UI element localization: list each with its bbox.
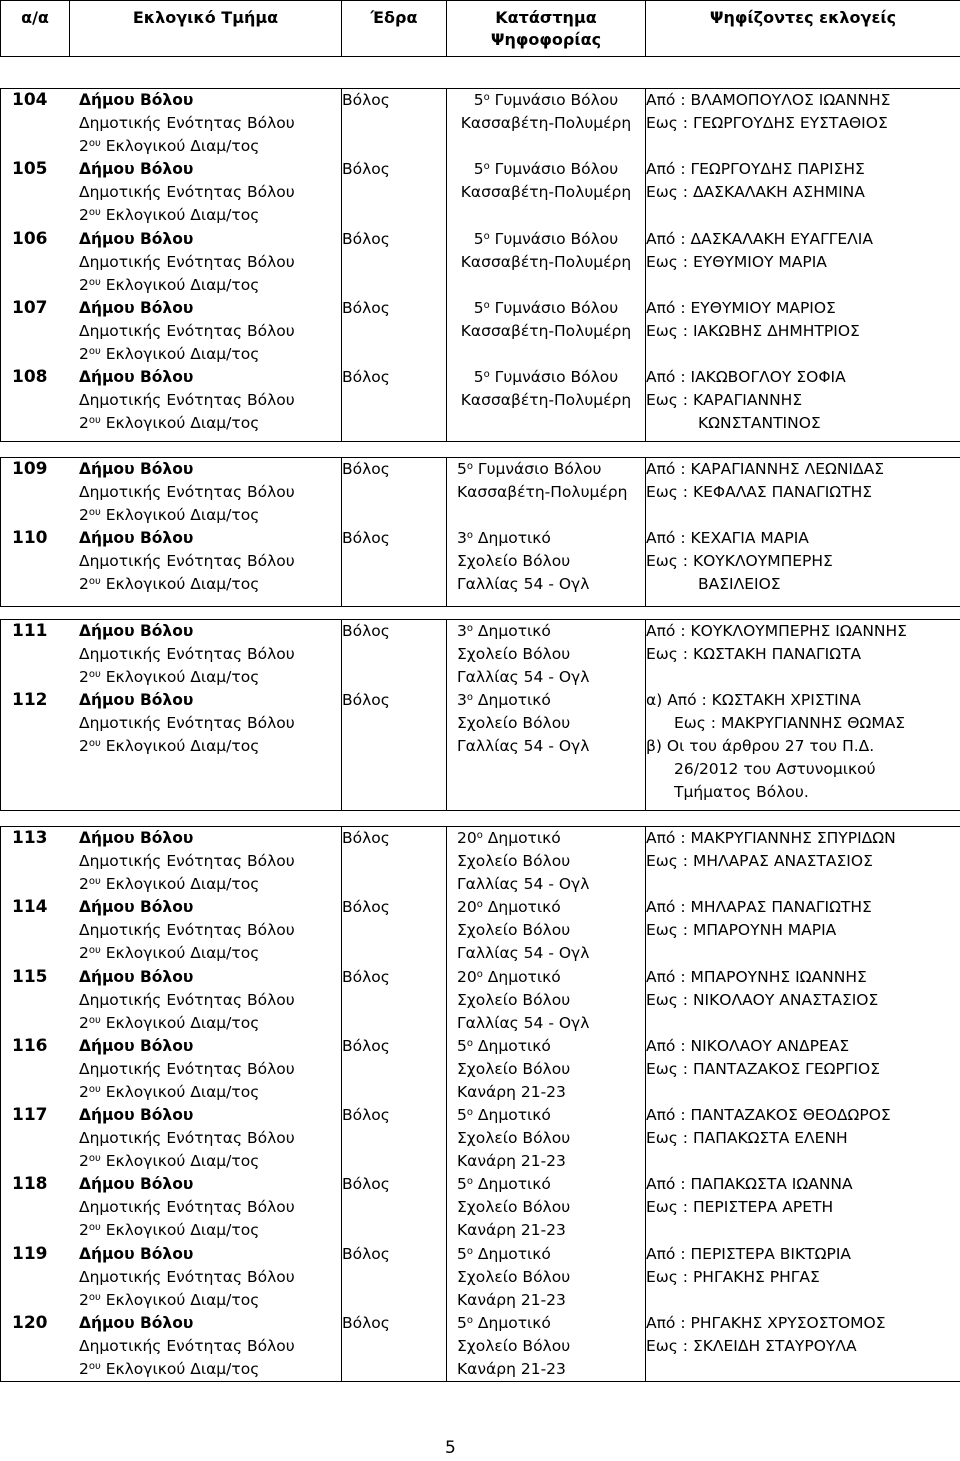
store-line-1: $5^o$ Γυμνάσιο Βόλου	[457, 460, 602, 478]
entry-seat	[342, 689, 446, 758]
entry-seat	[342, 1312, 446, 1381]
voters-from: Από : ΚΕΧΑΓΙΑ ΜΑΡΙΑ	[646, 529, 809, 548]
entry-section	[1, 1104, 341, 1173]
page-number: 5	[445, 1438, 456, 1458]
unit-name: Δημοτικής Ενότητας Βόλου	[79, 321, 295, 340]
entry-seat	[342, 620, 446, 689]
district-name: $2^{o\upsilon}$ Εκλογικού Διαμ/τος	[79, 344, 260, 363]
store-line-1: $5^o$ Γυμνάσιο Βόλου	[473, 229, 619, 248]
store-line-3: Γαλλίας 54 - Ογλ	[457, 944, 590, 963]
voters-to: Εως : ΚΑΡΑΓΙΑΝΝΗΣ	[646, 391, 803, 410]
header-voters: Ψηφίζοντες εκλογείς	[646, 1, 960, 57]
entry-voters	[646, 620, 960, 689]
entry-seat	[342, 1243, 446, 1312]
voters-from: Από : ΔΑΣΚΑΛΑΚΗ ΕΥΑΓΓΕΛΙΑ	[646, 229, 873, 248]
unit-name: Δημοτικής Ενότητας Βόλου	[79, 1198, 295, 1217]
section-row	[1, 827, 960, 1382]
voters-to: Εως : ΔΑΣΚΑΛΑΚΗ ΑΣΗΜΙΝΑ	[646, 183, 865, 202]
voters-from: Από : ΜΠΑΡΟΥΝΗΣ ΙΩΑΝΝΗΣ	[646, 967, 867, 986]
municipality-name: Δήμου Βόλου	[79, 1244, 194, 1263]
voters-to: Εως : ΠΑΠΑΚΩΣΤΑ ΕΛΕΝΗ	[646, 1129, 848, 1148]
store-line-2: Σχολείο Βόλου	[457, 1198, 571, 1217]
header-section: Εκλογικό Τμήμα	[70, 1, 342, 57]
entry-section	[1, 527, 341, 596]
voters-extra: β) Οι του άρθρου 27 του Π.Δ.	[646, 737, 875, 756]
voters-column	[646, 458, 960, 607]
municipality-name: Δήμου Βόλου	[79, 1106, 194, 1125]
district-name: $2^{o\upsilon}$ Εκλογικού Διαμ/τος	[79, 668, 260, 686]
section-label	[79, 1035, 295, 1104]
voters-from: Από : ΓΕΩΡΓΟΥΔΗΣ ΠΑΡΙΣΗΣ	[646, 160, 865, 179]
store-line-2: Σχολείο Βόλου	[457, 921, 571, 940]
store-line-1: $5^o$ Δημοτικό	[457, 1314, 551, 1333]
store-line-1: $5^o$ Δημοτικό	[457, 1106, 551, 1125]
voters-from: Από : ΠΑΝΤΑΖΑΚΟΣ ΘΕΟΔΩΡΟΣ	[646, 1106, 891, 1125]
entry-number: 119	[12, 1243, 48, 1264]
section-row	[1, 620, 960, 811]
entry-section	[1, 458, 341, 527]
entry-section	[1, 966, 341, 1035]
section-label	[79, 689, 295, 758]
entry-section	[1, 297, 341, 366]
entry-seat	[342, 1104, 446, 1173]
voters-from: Από : ΙΑΚΩΒΟΓΛΟΥ ΣΟΦΙΑ	[646, 368, 846, 387]
municipality-name: Δήμου Βόλου	[79, 460, 194, 478]
store-line-1: $5^o$ Γυμνάσιο Βόλου	[473, 91, 619, 109]
voters-to: Εως : ΠΑΝΤΑΖΑΚΟΣ ΓΕΩΡΓΙΟΣ	[646, 1059, 880, 1078]
store-line-2: Σχολείο Βόλου	[457, 852, 571, 870]
section-label	[79, 158, 295, 227]
municipality-name: Δήμου Βόλου	[79, 1175, 194, 1194]
entry-store	[457, 1035, 645, 1104]
district-name: $2^{o\upsilon}$ Εκλογικού Διαμ/τος	[79, 1221, 260, 1240]
municipality-name: Δήμου Βόλου	[79, 622, 194, 640]
voters-to: Εως : ΠΕΡΙΣΤΕΡΑ ΑΡΕΤΗ	[646, 1198, 834, 1217]
district-name: $2^{o\upsilon}$ Εκλογικού Διαμ/τος	[79, 875, 260, 893]
entry-number: 107	[12, 297, 48, 318]
store-line-2: Σχολείο Βόλου	[457, 1337, 571, 1356]
municipality-name: Δήμου Βόλου	[79, 160, 194, 179]
entry-voters	[646, 827, 960, 896]
store-line-2: Σχολείο Βόλου	[457, 1129, 571, 1148]
entry-seat	[342, 1173, 446, 1242]
entry-number: 108	[12, 367, 48, 388]
unit-name: Δημοτικής Ενότητας Βόλου	[79, 921, 295, 940]
voters-to: Εως : ΡΗΓΑΚΗΣ ΡΗΓΑΣ	[646, 1267, 820, 1286]
store-line-1: $5^o$ Δημοτικό	[457, 1244, 551, 1263]
district-name: $2^{o\upsilon}$ Εκλογικού Διαμ/τος	[79, 414, 260, 433]
unit-name: Δημοτικής Ενότητας Βόλου	[79, 483, 295, 501]
store-line-2: Κασσαβέτη-Πολυμέρη	[460, 114, 632, 132]
voters-extra: ΒΑΣΙΛΕΙΟΣ	[698, 575, 781, 594]
entry-number: 105	[12, 159, 48, 180]
seat-name: Βόλος	[342, 967, 390, 986]
store-line-2: Σχολείο Βόλου	[457, 552, 571, 571]
entry-voters	[646, 1035, 960, 1104]
seat-name: Βόλος	[342, 229, 390, 248]
entry-voters	[646, 527, 960, 596]
entry-seat	[342, 896, 446, 965]
entry-number: 106	[12, 228, 48, 249]
municipality-name: Δήμου Βόλου	[79, 1036, 194, 1055]
unit-name: Δημοτικής Ενότητας Βόλου	[79, 1059, 295, 1078]
section-label	[79, 620, 295, 689]
section-label	[79, 228, 295, 297]
voters-to: Εως : ΜΠΑΡΟΥΝΗ ΜΑΡΙΑ	[646, 921, 837, 940]
entry-seat	[342, 966, 446, 1035]
entry-section	[1, 896, 341, 965]
table-header	[0, 0, 960, 57]
entry-store	[457, 1104, 645, 1173]
store-line-1: $3^o$ Δημοτικό	[457, 691, 551, 710]
entry-section	[1, 366, 341, 435]
entry-store	[457, 527, 645, 596]
voters-from: Από : ΕΥΘΥΜΙΟΥ ΜΑΡΙΟΣ	[646, 298, 836, 317]
entry-seat	[342, 527, 446, 596]
section-table	[0, 619, 960, 811]
entry-seat	[342, 89, 446, 158]
district-name: $2^{o\upsilon}$ Εκλογικού Διαμ/τος	[79, 1290, 260, 1309]
entry-store	[457, 896, 645, 965]
entry-seat	[342, 228, 446, 297]
section-label	[79, 458, 295, 527]
header-store: Κατάστημα Ψηφοφορίας	[447, 1, 646, 57]
entry-seat	[342, 827, 446, 896]
store-line-3: Γαλλίας 54 - Ογλ	[457, 575, 590, 594]
entry-number: 118	[12, 1174, 48, 1195]
seat-column	[342, 458, 447, 607]
seat-name: Βόλος	[342, 298, 390, 317]
unit-name: Δημοτικής Ενότητας Βόλου	[79, 391, 295, 410]
voters-to: Εως : ΚΕΦΑΛΑΣ ΠΑΝΑΓΙΩΤΗΣ	[646, 483, 873, 501]
unit-name: Δημοτικής Ενότητας Βόλου	[79, 1267, 295, 1286]
store-line-2: Σχολείο Βόλου	[457, 990, 571, 1009]
seat-name: Βόλος	[342, 160, 390, 179]
voters-to: Εως : ΓΕΩΡΓΟΥΔΗΣ ΕΥΣΤΑΘΙΟΣ	[646, 114, 888, 132]
seat-column	[342, 89, 447, 442]
voters-from: Από : ΚΟΥΚΛΟΥΜΠΕΡΗΣ ΙΩΑΝΝΗΣ	[646, 622, 907, 640]
section-column	[1, 827, 342, 1382]
section-table	[0, 826, 960, 1382]
store-column	[447, 458, 646, 607]
store-line-1: $3^o$ Δημοτικό	[457, 622, 551, 640]
entry-voters	[646, 1173, 960, 1242]
seat-name: Βόλος	[342, 1244, 390, 1263]
section-column	[1, 89, 342, 442]
entry-seat	[342, 458, 446, 527]
voters-to: Εως : ΝΙΚΟΛΑΟΥ ΑΝΑΣΤΑΣΙΟΣ	[646, 990, 879, 1009]
entry-number: 116	[12, 1035, 48, 1056]
entry-seat	[342, 366, 446, 435]
voters-to: Εως : ΚΟΥΚΛΟΥΜΠΕΡΗΣ	[646, 552, 833, 571]
municipality-name: Δήμου Βόλου	[79, 298, 194, 317]
entry-seat	[342, 158, 446, 227]
entry-voters	[646, 966, 960, 1035]
entry-store	[447, 89, 645, 158]
voters-to: Εως : ΣΚΛΕΙΔΗ ΣΤΑΥΡΟΥΛΑ	[646, 1337, 857, 1356]
voters-to: Εως : ΚΩΣΤΑΚΗ ΠΑΝΑΓΙΩΤΑ	[646, 645, 862, 663]
entry-number: 111	[12, 621, 48, 641]
store-line-3: Κανάρη 21-23	[457, 1082, 566, 1101]
store-line-3: Γαλλίας 54 - Ογλ	[457, 1013, 590, 1032]
section-label	[79, 527, 295, 596]
entry-voters	[646, 158, 960, 227]
municipality-name: Δήμου Βόλου	[79, 898, 194, 917]
voters-from: α) Από : ΚΩΣΤΑΚΗ ΧΡΙΣΤΙΝΑ	[646, 691, 861, 710]
entry-seat	[342, 297, 446, 366]
store-line-3: Γαλλίας 54 - Ογλ	[457, 737, 590, 756]
entry-number: 115	[12, 966, 48, 987]
section-label	[79, 1104, 295, 1173]
district-name: $2^{o\upsilon}$ Εκλογικού Διαμ/τος	[79, 944, 260, 963]
seat-name: Βόλος	[342, 1175, 390, 1194]
voters-from: Από : ΠΕΡΙΣΤΕΡΑ ΒΙΚΤΩΡΙΑ	[646, 1244, 851, 1263]
entry-section	[1, 158, 341, 227]
municipality-name: Δήμου Βόλου	[79, 691, 194, 710]
entry-number: 109	[12, 459, 48, 479]
section-label	[79, 896, 295, 965]
entry-number: 110	[12, 528, 48, 549]
entry-number: 112	[12, 690, 48, 711]
entry-store	[457, 689, 645, 758]
district-name: $2^{o\upsilon}$ Εκλογικού Διαμ/τος	[79, 206, 260, 225]
store-line-2: Σχολείο Βόλου	[457, 1059, 571, 1078]
entry-voters	[646, 689, 960, 802]
district-name: $2^{o\upsilon}$ Εκλογικού Διαμ/τος	[79, 1152, 260, 1171]
store-column	[447, 89, 646, 442]
store-column	[447, 827, 646, 1382]
entry-voters	[646, 89, 960, 158]
seat-name: Βόλος	[342, 1036, 390, 1055]
entry-store	[447, 228, 645, 297]
district-name: $2^{o\upsilon}$ Εκλογικού Διαμ/τος	[79, 1013, 260, 1032]
store-line-1: $5^o$ Γυμνάσιο Βόλου	[473, 160, 619, 179]
entry-voters	[646, 458, 960, 527]
section-column	[1, 620, 342, 811]
store-line-3: Γαλλίας 54 - Ογλ	[457, 668, 590, 686]
seat-column	[342, 827, 447, 1382]
store-line-2: Κασσαβέτη-Πολυμέρη	[460, 252, 632, 271]
section-row	[1, 89, 960, 442]
section-row	[1, 458, 960, 607]
store-line-2: Σχολείο Βόλου	[457, 1267, 571, 1286]
voters-column	[646, 620, 960, 811]
entry-seat	[342, 1035, 446, 1104]
entry-store	[457, 1173, 645, 1242]
unit-name: Δημοτικής Ενότητας Βόλου	[79, 252, 295, 271]
entry-store	[457, 620, 645, 689]
entry-store	[447, 158, 645, 227]
store-line-3: Κανάρη 21-23	[457, 1221, 566, 1240]
municipality-name: Δήμου Βόλου	[79, 829, 194, 847]
store-line-1: $5^o$ Δημοτικό	[457, 1175, 551, 1194]
section-label	[79, 1173, 295, 1242]
seat-name: Βόλος	[342, 529, 390, 548]
district-name: $2^{o\upsilon}$ Εκλογικού Διαμ/τος	[79, 1082, 260, 1101]
unit-name: Δημοτικής Ενότητας Βόλου	[79, 1129, 295, 1148]
seat-name: Βόλος	[342, 1314, 390, 1333]
seat-column	[342, 620, 447, 811]
entry-voters	[646, 1243, 960, 1312]
seat-name: Βόλος	[342, 1106, 390, 1125]
store-line-2: Κασσαβέτη-Πολυμέρη	[460, 321, 632, 340]
district-name: $2^{o\upsilon}$ Εκλογικού Διαμ/τος	[79, 1360, 260, 1379]
store-line-2: Σχολείο Βόλου	[457, 645, 571, 663]
entry-store	[457, 966, 645, 1035]
section-label	[79, 1243, 295, 1312]
voters-column	[646, 827, 960, 1382]
municipality-name: Δήμου Βόλου	[79, 368, 194, 387]
district-name: $2^{o\upsilon}$ Εκλογικού Διαμ/τος	[79, 275, 260, 294]
section-label	[79, 89, 295, 158]
seat-name: Βόλος	[342, 460, 390, 478]
section-table	[0, 457, 960, 607]
unit-name: Δημοτικής Ενότητας Βόλου	[79, 714, 295, 733]
section-label	[79, 966, 295, 1035]
municipality-name: Δήμου Βόλου	[79, 229, 194, 248]
voters-from: Από : ΝΙΚΟΛΑΟΥ ΑΝΔΡΕΑΣ	[646, 1036, 850, 1055]
entry-store	[457, 1243, 645, 1312]
store-line-3: Κανάρη 21-23	[457, 1152, 566, 1171]
entry-voters	[646, 297, 960, 366]
seat-name: Βόλος	[342, 368, 390, 387]
entry-section	[1, 1312, 341, 1381]
seat-name: Βόλος	[342, 91, 390, 109]
unit-name: Δημοτικής Ενότητας Βόλου	[79, 852, 295, 870]
entry-voters	[646, 896, 960, 965]
header-seat: Έδρα	[342, 1, 447, 57]
store-line-3: Κανάρη 21-23	[457, 1290, 566, 1309]
header-num: α/α	[1, 1, 70, 57]
municipality-name: Δήμου Βόλου	[79, 967, 194, 986]
municipality-name: Δήμου Βόλου	[79, 529, 194, 548]
entry-section	[1, 827, 341, 896]
store-line-1: $20^o$ Δημοτικό	[457, 898, 561, 917]
voters-from: Από : ΡΗΓΑΚΗΣ ΧΡΥΣΟΣΤΟΜΟΣ	[646, 1314, 886, 1333]
seat-name: Βόλος	[342, 829, 390, 847]
seat-name: Βόλος	[342, 898, 390, 917]
entry-number: 113	[12, 828, 48, 848]
store-column	[447, 620, 646, 811]
district-name: $2^{o\upsilon}$ Εκλογικού Διαμ/τος	[79, 506, 260, 524]
entry-section	[1, 89, 341, 158]
store-line-1: $5^o$ Δημοτικό	[457, 1036, 551, 1055]
entry-voters	[646, 366, 960, 435]
voters-from: Από : ΜΗΛΑΡΑΣ ΠΑΝΑΓΙΩΤΗΣ	[646, 898, 872, 917]
municipality-name: Δήμου Βόλου	[79, 91, 194, 109]
voters-column	[646, 89, 960, 442]
entry-section	[1, 1243, 341, 1312]
section-table	[0, 88, 960, 442]
store-line-1: $5^o$ Γυμνάσιο Βόλου	[473, 298, 619, 317]
voters-extra: ΚΩΝΣΤΑΝΤΙΝΟΣ	[698, 414, 821, 433]
voters-from: Από : ΚΑΡΑΓΙΑΝΝΗΣ ΛΕΩΝΙΔΑΣ	[646, 460, 884, 478]
store-line-2: Κασσαβέτη-Πολυμέρη	[457, 483, 628, 501]
section-label	[79, 366, 295, 435]
voters-to: Εως : ΕΥΘΥΜΙΟΥ ΜΑΡΙΑ	[646, 252, 827, 271]
entry-voters	[646, 228, 960, 297]
store-line-3: Κανάρη 21-23	[457, 1360, 566, 1379]
section-label	[79, 297, 295, 366]
entry-section	[1, 620, 341, 689]
district-name: $2^{o\upsilon}$ Εκλογικού Διαμ/τος	[79, 137, 260, 155]
unit-name: Δημοτικής Ενότητας Βόλου	[79, 1337, 295, 1356]
voters-from: Από : ΜΑΚΡΥΓΙΑΝΝΗΣ ΣΠΥΡΙΔΩΝ	[646, 829, 896, 847]
store-line-2: Κασσαβέτη-Πολυμέρη	[460, 391, 632, 410]
unit-name: Δημοτικής Ενότητας Βόλου	[79, 645, 295, 663]
entry-section	[1, 1173, 341, 1242]
store-line-1: $3^o$ Δημοτικό	[457, 529, 551, 548]
unit-name: Δημοτικής Ενότητας Βόλου	[79, 552, 295, 571]
seat-name: Βόλος	[342, 622, 390, 640]
entry-store	[447, 297, 645, 366]
voters-to: Εως : ΜΑΚΡΥΓΙΑΝΝΗΣ ΘΩΜΑΣ	[674, 714, 906, 733]
store-line-3: Γαλλίας 54 - Ογλ	[457, 875, 590, 893]
store-line-2: Σχολείο Βόλου	[457, 714, 571, 733]
entry-number: 114	[12, 897, 48, 918]
entry-store	[457, 458, 645, 527]
district-name: $2^{o\upsilon}$ Εκλογικού Διαμ/τος	[79, 575, 260, 594]
entry-section	[1, 1035, 341, 1104]
voters-from: Από : ΒΛΑΜΟΠΟΥΛΟΣ ΙΩΑΝΝΗΣ	[646, 91, 891, 109]
entry-voters	[646, 1104, 960, 1173]
voters-to: Εως : ΙΑΚΩΒΗΣ ΔΗΜΗΤΡΙΟΣ	[646, 321, 860, 340]
unit-name: Δημοτικής Ενότητας Βόλου	[79, 183, 295, 202]
unit-name: Δημοτικής Ενότητας Βόλου	[79, 990, 295, 1009]
entry-number: 120	[12, 1313, 48, 1334]
seat-name: Βόλος	[342, 691, 390, 710]
entry-section	[1, 689, 341, 758]
voters-extra-2: 26/2012 του Αστυνομικού	[674, 760, 876, 779]
voters-to: Εως : ΜΗΛΑΡΑΣ ΑΝΑΣΤΑΣΙΟΣ	[646, 852, 873, 870]
voters-extra-3: Τμήματος Βόλου.	[674, 783, 809, 802]
entry-number: 104	[12, 90, 48, 110]
section-label	[79, 1312, 295, 1381]
voters-from: Από : ΠΑΠΑΚΩΣΤΑ ΙΩΑΝΝΑ	[646, 1175, 853, 1194]
entry-store	[457, 827, 645, 896]
store-line-1: $5^o$ Γυμνάσιο Βόλου	[473, 368, 619, 387]
entry-store	[447, 366, 645, 435]
district-name: $2^{o\upsilon}$ Εκλογικού Διαμ/τος	[79, 737, 260, 756]
entry-voters	[646, 1312, 960, 1381]
entry-number: 117	[12, 1105, 48, 1126]
municipality-name: Δήμου Βόλου	[79, 1314, 194, 1333]
store-line-1: $20^o$ Δημοτικό	[457, 829, 561, 847]
unit-name: Δημοτικής Ενότητας Βόλου	[79, 114, 295, 132]
section-label	[79, 827, 295, 896]
section-column	[1, 458, 342, 607]
store-line-1: $20^o$ Δημοτικό	[457, 967, 561, 986]
store-line-2: Κασσαβέτη-Πολυμέρη	[460, 183, 632, 202]
entry-store	[457, 1312, 645, 1381]
entry-section	[1, 228, 341, 297]
